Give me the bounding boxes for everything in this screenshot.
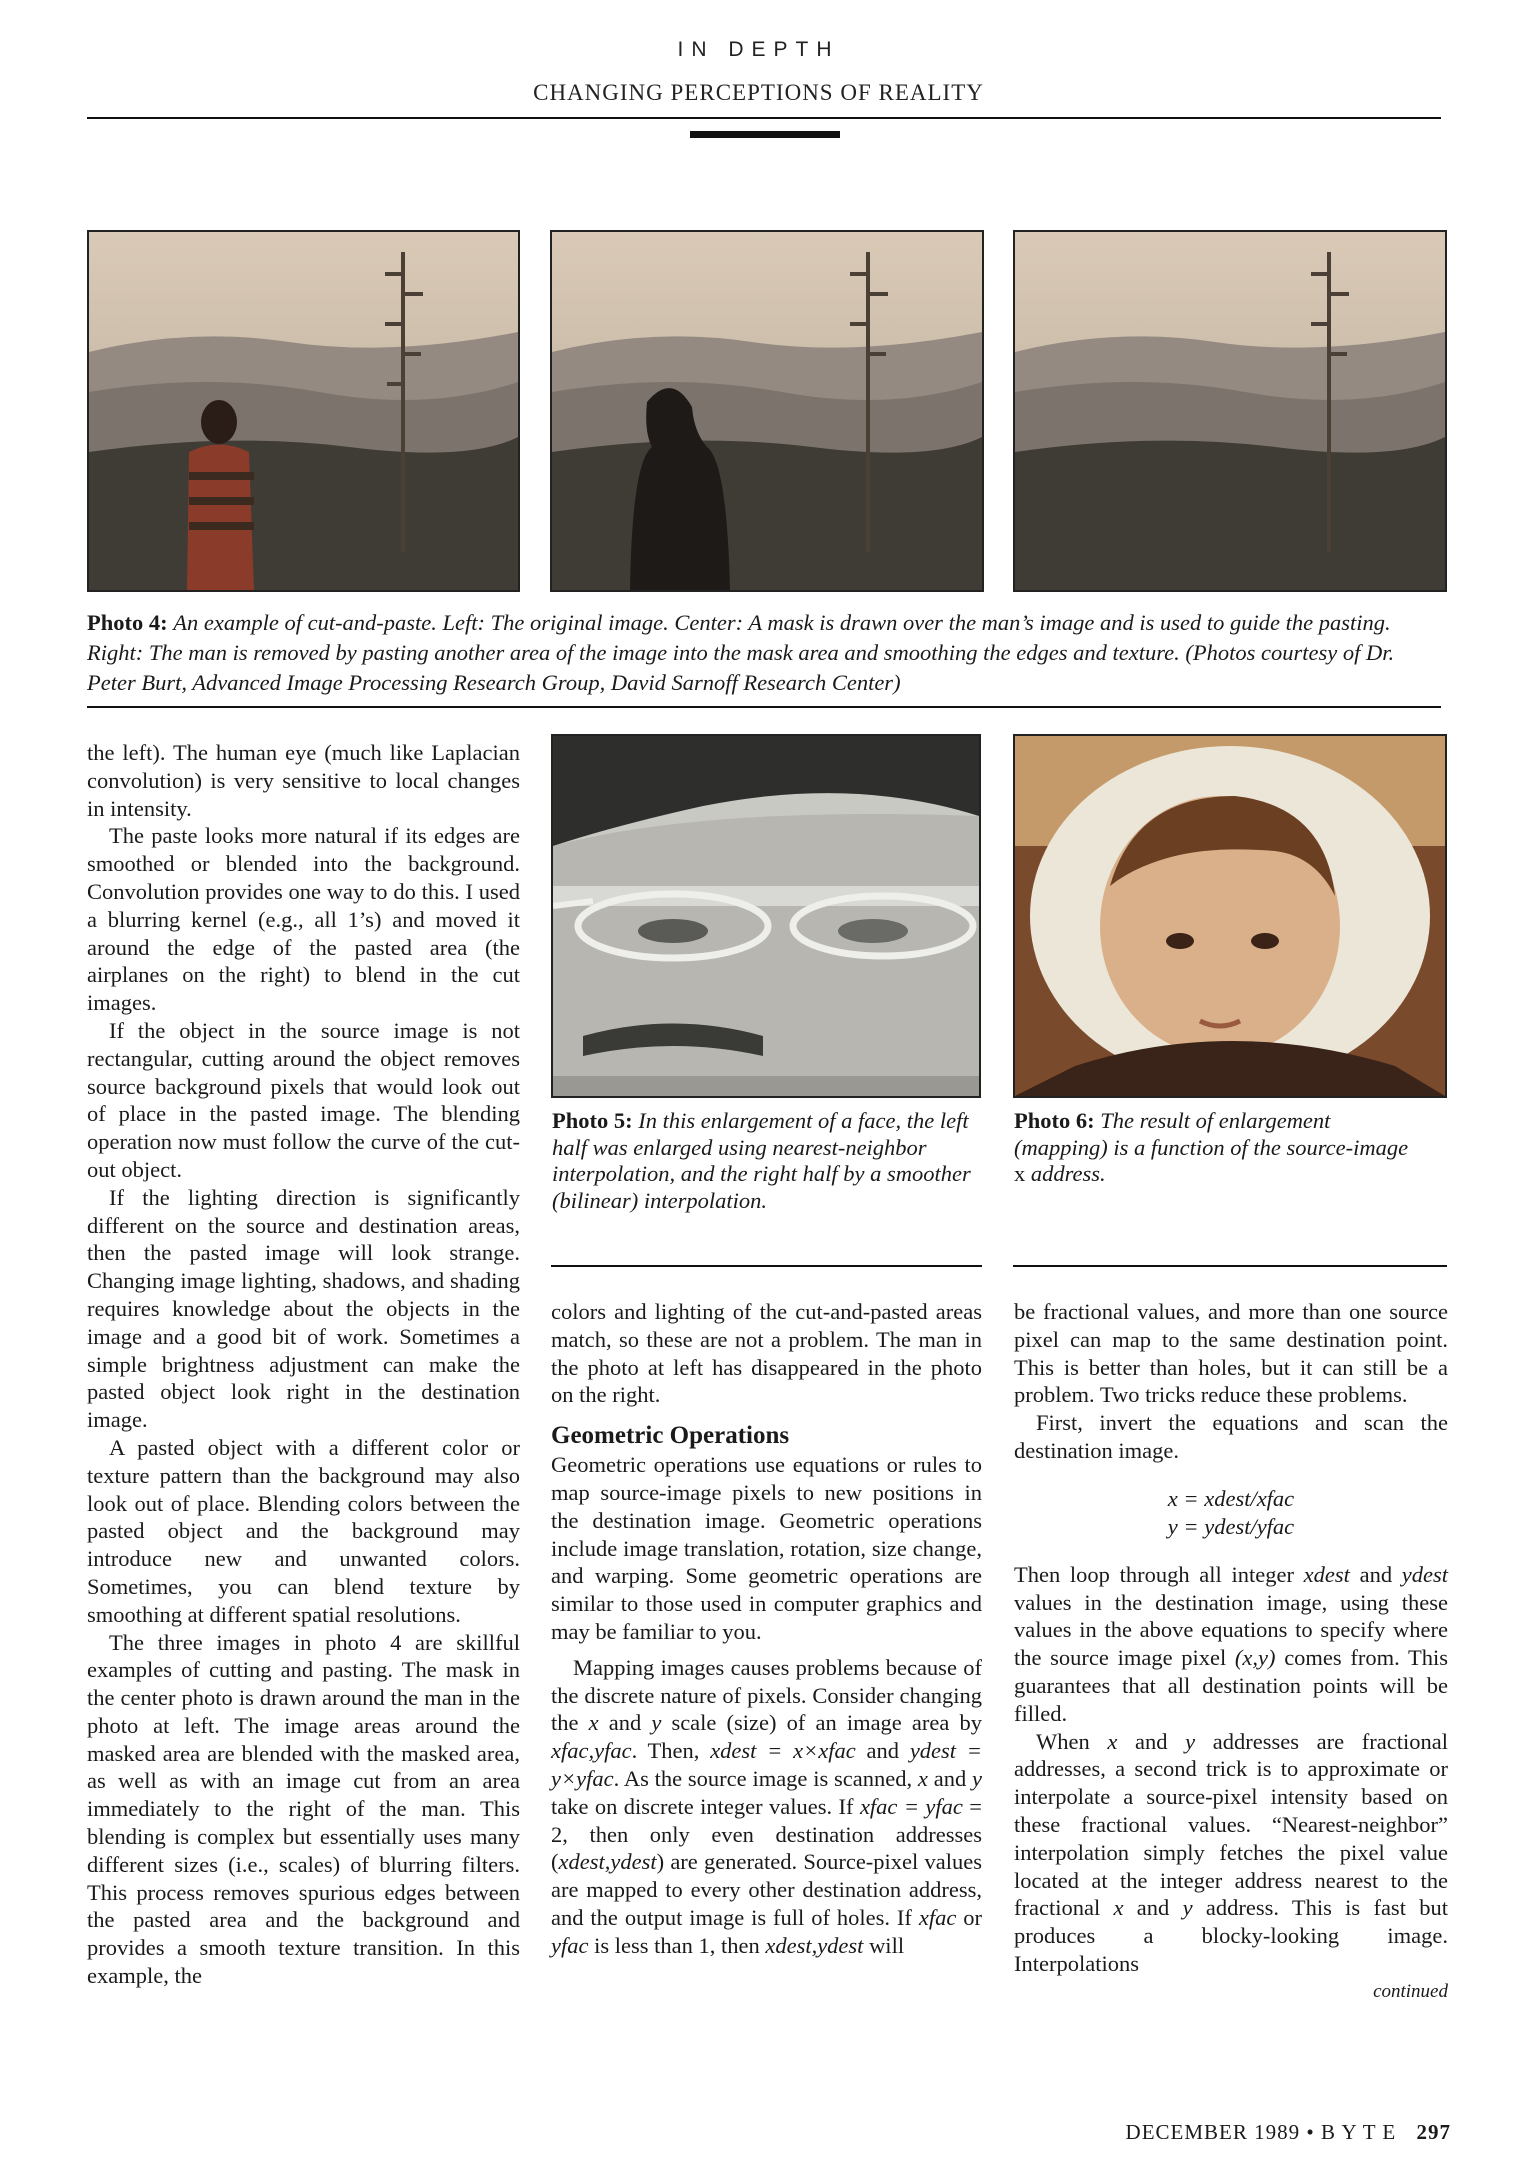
paragraph: A pasted object with a different color or texture pattern than the background may also look out of place. Blending colors between the pasted object and the background may introduce new and unwanted colors. Sometimes, you can blend texture by smoothing at different spatial resolutions.: [87, 1434, 520, 1627]
section-heading: Geometric Operations: [551, 1422, 790, 1450]
paragraph: First, invert the equations and scan the destination image.: [1014, 1410, 1448, 1463]
photo5-label: Photo 5:: [552, 1108, 633, 1133]
paragraph: If the object in the source image is not rectangular, cutting around the object removes source background pixels that would look out of place in the pasted image. The blending operation now must follow the curve of the cut-out object.: [87, 1017, 520, 1182]
photo4-right-image: [1013, 230, 1447, 592]
paragraph: Mapping images causes problems because of the discrete nature of pixels. Consider changing the x and y scale (size) of an image area by xfac,yfac. Then, xdest = x×xfac and ydest = y×yfac. As the source image is scanned, x and y take on discrete integer values. If xfac = yfac = 2, then only even destination addresses (xdest,ydest) are generated. Source-pixel values are mapped to every other destination address, and the output image is full of holes. If xfac or yfac is less than 1, then xdest,ydest will: [551, 1654, 982, 1958]
column-1: [87, 739, 520, 1990]
photo6-label: Photo 6:: [1014, 1108, 1095, 1133]
photo4-caption: [87, 608, 1443, 698]
paragraph: When x and y addresses are fractional addresses, a second trick is to approximate or interpolate a source-pixel intensity based on these fractional values. “Nearest-neighbor” interpolation simply fetches the pixel value located at the integer address nearest to the fractional x and y address. This is fast but produces a blocky-looking image. Interpolations: [1014, 1728, 1448, 1976]
photo5-face-image: [551, 734, 981, 1098]
equations: [1014, 1485, 1448, 1541]
photo4-caption-text: An example of cut-and-paste. Left: The original image. Center: A mask is drawn over the man’s image and is used to guide the pasting. Right: The man is removed by pasting another area of the image into the mask area and smoothing the edges and texture. (Photos courtesy of Dr. Peter Burt, Advanced Image Processing Research Group, David Sarnoff Research Center): [87, 610, 1395, 695]
continued-label: continued: [1373, 1980, 1448, 2002]
section-label: IN DEPTH: [677, 38, 840, 61]
photo6-caption-address: address.: [1030, 1161, 1106, 1186]
page-footer: [1126, 2120, 1451, 2145]
photo6-child-image: [1013, 734, 1447, 1098]
paragraph: Then loop through all integer xdest and ydest values in the destination image, using these values in the above equations to specify where the source image pixel (x,y) comes from. This guarantees that all destination points will be filled.: [1014, 1561, 1449, 1726]
paragraph: The three images in photo 4 are skillful examples of cutting and pasting. The mask in the center photo is drawn around the man in the photo at left. The image areas around the masked area are blended with the masked area, as well as with an image cut from an area immediately to the right of the man. This blending is complex but essentially uses many different sizes (i.e., scales) of blurring filters. This process removes spurious edges between the pasted area and the background and provides a smooth texture transition. In this example, the: [87, 1629, 520, 1989]
equation-x: x = xdest/xfac: [1167, 1485, 1295, 1511]
column-3: [1014, 1298, 1448, 2006]
paragraph: Geometric operations use equations or rules to map source-image pixels to new positions in the destination image. Geometric operations include image translation, rotation, size change, and warping. Some geometric operations are similar to those used in computer graphics and may be familiar to you.: [551, 1452, 982, 1644]
photo6-caption-x: x: [1014, 1161, 1031, 1186]
photo6-caption: [1014, 1108, 1414, 1188]
header-rule: [87, 117, 1441, 119]
photo5-rule: [551, 1265, 982, 1267]
footer-issue: DECEMBER 1989 • B Y T E: [1125, 2120, 1397, 2144]
photo6-rule: [1013, 1265, 1447, 1267]
photo4-label: Photo 4:: [87, 610, 168, 635]
caption-rule: [87, 706, 1441, 708]
paragraph: be fractional values, and more than one source pixel can map to the same destination point. This is better than holes, but it can still be a problem. Two tricks reduce these problems.: [1014, 1299, 1448, 1408]
paragraph: The paste looks more natural if its edges are smoothed or blended into the background. Convolution provides one way to do this. I used a blurring kernel (e.g., all 1’s) and moved it around the edge of the pasted area (the airplanes on the right) to blend in the cut images.: [87, 823, 520, 1016]
header-thick-bar: [690, 131, 840, 138]
page-number: 297: [1416, 2120, 1451, 2144]
paragraph: the left). The human eye (much like Laplacian convolution) is very sensitive to local changes in intensity.: [87, 740, 520, 821]
paragraph: colors and lighting of the cut-and-pasted areas match, so these are not a problem. The man in the photo at left has disappeared in the photo on the right.: [551, 1299, 982, 1408]
photo6-caption-text: The result of enlargement (mapping) is a function of the source-image: [1014, 1108, 1409, 1160]
photo5-caption: [552, 1108, 982, 1214]
paragraph: If the lighting direction is significantly different on the source and destination areas, then the pasted image will look strange. Changing image lighting, shadows, and shading requires knowledge about the objects in the image and a good bit of work. Sometimes a simple brightness adjustment can make the pasted object look right in the destination image.: [87, 1184, 520, 1433]
photo4-left-image: [87, 230, 520, 592]
photo5-caption-text: In this enlargement of a face, the left half was enlarged using nearest-neighbor interpolation, and the right half by a smoother (bilinear) interpolation.: [552, 1108, 971, 1213]
column-2: [551, 1298, 982, 1960]
equation-y: y = ydest/yfac: [1167, 1513, 1295, 1539]
page-title: CHANGING PERCEPTIONS OF REALITY: [533, 80, 984, 105]
photo4-center-image: [550, 230, 984, 592]
